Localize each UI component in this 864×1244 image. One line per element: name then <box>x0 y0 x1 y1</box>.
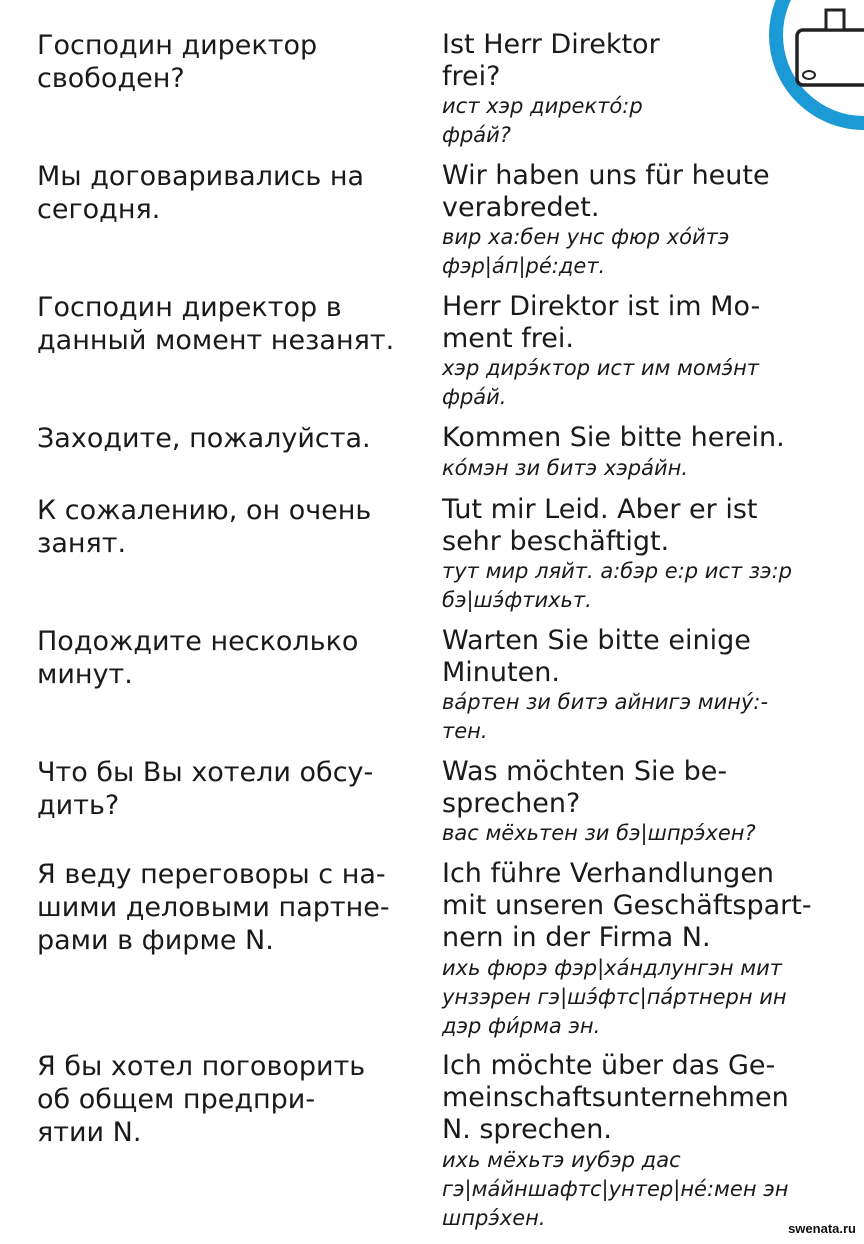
transcription: ихь фюрэ фэр|хáндлунгэн мит унзэрен гэ|шэ́фтс|пáртнерн ин дэр фи́рма эн. <box>442 956 787 1038</box>
russian-phrase: Господин директор свободен? <box>37 30 318 94</box>
russian-phrase: Я бы хотел поговорить об общем предпри- ятии N. <box>37 1051 366 1148</box>
transcription: вас мёхьтен зи бэ|шпрэ́хен? <box>442 821 756 845</box>
transcription: тут мир ляйт. а:бэр е:р ист зэ:р бэ|шэ́фтихьт. <box>442 559 792 612</box>
russian-phrase: Подождите несколько минут. <box>37 626 359 690</box>
russian-phrase: Заходите, пожалуйста. <box>37 423 371 454</box>
german-phrase: Kommen Sie bitte herein. <box>442 422 785 453</box>
german-phrase: Herr Direktor ist im Mo- ment frei. <box>442 291 761 354</box>
german-phrase: Tut mir Leid. Aber er ist sehr beschäftigt. <box>442 494 758 557</box>
transcription: вир ха:бен унс фюр хóйтэ фэр|áп|рé:дет. <box>442 225 730 278</box>
german-phrase: Ist Herr Direktor frei? <box>442 29 660 92</box>
german-phrase: Was möchten Sie be- sprechen? <box>442 756 728 819</box>
russian-phrase: Я веду переговоры с на- шими деловыми партне- рами в фирме N. <box>37 859 390 956</box>
transcription: ист хэр директó:р фрáй? <box>442 94 643 147</box>
german-phrase: Ich möchte über das Ge- meinschaftsunternehmen N. sprechen. <box>442 1050 789 1145</box>
german-phrase: Ich führe Verhandlungen mit unseren Geschäftspart- nern in der Firma N. <box>442 858 812 953</box>
transcription: вáртен зи битэ айнигэ минý:- тен. <box>442 690 769 743</box>
transcription: кóмэн зи битэ хэрáйн. <box>442 456 689 480</box>
russian-phrase: Господин директор в данный момент незанят. <box>37 292 395 356</box>
transcription: хэр дирэ́ктор ист им момэ́нт фрáй. <box>442 356 760 409</box>
german-phrase: Warten Sie bitte einige Minuten. <box>442 625 751 688</box>
site-watermark: swenata.ru <box>788 1221 856 1236</box>
transcription: ихь мёхьтэ иубэр дас гэ|мáйншафтс|унтер|нé:мен эн шпрэ́хен. <box>442 1148 789 1230</box>
german-phrase: Wir haben uns für heute verabredet. <box>442 160 770 223</box>
russian-phrase: Что бы Вы хотели обсу- дить? <box>37 757 374 821</box>
russian-phrase: К сожалению, он очень занят. <box>37 495 372 559</box>
russian-phrase: Мы договаривались на сегодня. <box>37 161 365 225</box>
